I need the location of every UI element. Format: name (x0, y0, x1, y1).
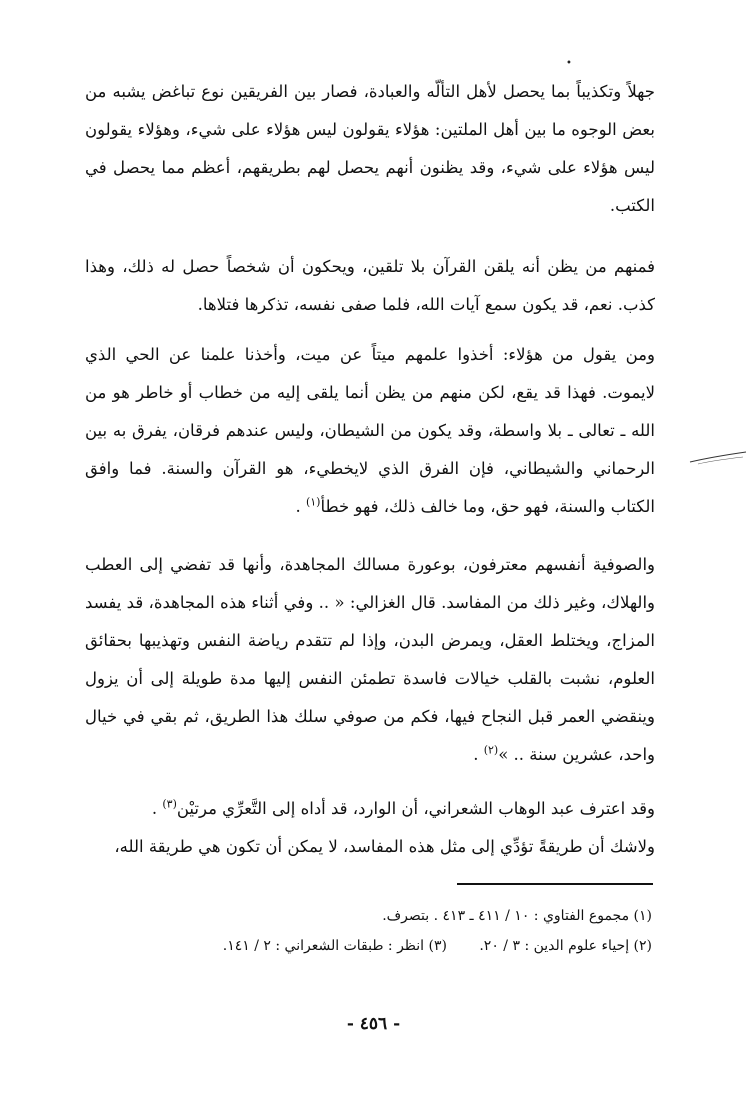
paragraph-2 (85, 248, 655, 324)
paragraph-4-text: والصوفية أنفسهم معترفون، بوعورة مسالك المجاهدة، وأنها قد تفضي إلى العطب والهلاك، وغير ذلك من المفاسد. قال الغزالي: « .. وفي أثناء هذه المجاهدة، قد يفسد المزاج، ويختلط العقل، ويمرض البدن، وإذا لم تتقدم رياضة النفس وتهذيبها بحقائق العلوم، نشبت بالقلب خيالات فاسدة تطمئن النفس إليها مدة طويلة إلى أن يزول وينقضي العمر قبل النجاح فيها، فكم من صوفي سلك هذا الطريق، ثم بقي في خيال واحد، عشرين سنة .. » (85, 555, 655, 764)
paragraph-3-text: ومن يقول من هؤلاء: أخذوا علمهم ميتاً عن ميت، وأخذنا علمنا عن الحي الذي لايموت. فهذا قد يقع، لكن منهم من يظن أنما يلقى إليه من خطاب أو خاطر هو من الله ـ تعالى ـ بلا واسطة، وقد يكون من الشيطان، وليس عندهم فرقان، يفرق به بين الرحماني والشيطاني، فإن الفرق الذي لايخطيء، هو القرآن والسنة. فما وافق الكتاب والسنة، فهو حق، وما خالف ذلك، فهو خطأ (85, 345, 655, 516)
ink-dot-mark: • (566, 58, 572, 69)
paragraph-6-text: ولاشك أن طريقةً تؤدِّي إلى مثل هذه المفاسد، لا يمكن أن تكون هي طريقة الله، (114, 837, 655, 856)
paragraph-1 (85, 73, 655, 225)
page-number: - ٤٥٦ - (346, 1014, 401, 1034)
footnote-ref-1: (١) (305, 495, 321, 509)
paragraph-5: وقد اعترف عبد الوهاب الشعراني، أن الوارد، قد أداه إلى التَّعرِّي مرتيْن$^{(٣)}$ . ولاشك أن طريقةً تؤدِّي إلى مثل هذه المفاسد، لا يمكن أن تكون هي طريقة الله، (114, 797, 655, 856)
margin-pen-stroke (688, 440, 747, 470)
footnote-2: (٢) إحياء علوم الدين : ٣ / ٢٠. (479, 938, 652, 954)
paragraph-5-text: وقد اعترف عبد الوهاب الشعراني، أن الوارد، قد أداه إلى التَّعرِّي مرتيْن (176, 799, 655, 818)
paragraph-3: ومن يقول من هؤلاء: أخذوا علمهم ميتاً عن ميت، وأخذنا علمنا عن الحي الذي لايموت. فهذا قد يقع، لكن منهم من يظن أنما يلقى إليه من خطاب أو خاطر هو من الله ـ تعالى ـ بلا واسطة، وقد يكون من الشيطان، وليس عندهم فرقان، يفرق به بين الرحماني والشيطاني، فإن الفرق الذي لايخطيء، هو القرآن والسنة. فما وافق الكتاب والسنة، فهو حق، وما خالف ذلك، فهو خطأ$^{(١)}$ . (85, 345, 655, 516)
paragraph-1-text: جهلاً وتكذيباً بما يحصل لأهل التألّه والعبادة، فصار بين الفريقين نوع تباغض يشبه من بعض الوجوه ما بين أهل الملتين: هؤلاء يقولون ليس هؤلاء على شيء، وهؤلاء يقولون ليس هؤلاء على شيء، وقد يظنون أنهم يحصل لهم بطريقهم، أعظم مما يحصل في الكتب. (85, 82, 655, 215)
footnote-divider (457, 883, 653, 885)
footnote-3: (٣) انظر : طبقات الشعراني : ٢ / ١٤١. (222, 938, 447, 954)
footnote-ref-2: (٢) (483, 743, 499, 757)
paragraph-2-text: فمنهم من يظن أنه يلقن القرآن بلا تلقين، ويحكون أن شخصاً حصل له ذلك، وهذا كذب. نعم، قد يكون سمع آيات الله، فلما صفى نفسه، تذكرها فتلاها. (85, 257, 655, 314)
paragraph-4: والصوفية أنفسهم معترفون، بوعورة مسالك المجاهدة، وأنها قد تفضي إلى العطب والهلاك، وغير ذلك من المفاسد. قال الغزالي: « .. وفي أثناء هذه المجاهدة، قد يفسد المزاج، ويختلط العقل، ويمرض البدن، وإذا لم تتقدم رياضة النفس وتهذيبها بحقائق العلوم، نشبت بالقلب خيالات فاسدة تطمئن النفس إليها مدة طويلة إلى أن يزول وينقضي العمر قبل النجاح فيها، فكم من صوفي سلك هذا الطريق، ثم بقي في خيال واحد، عشرين سنة .. »$^{(٢)}$ . (85, 555, 655, 764)
footnote-1: (١) مجموع الفتاوي : ١٠ / ٤١١ ـ ٤١٣ . بتصرف. (382, 908, 652, 924)
footnote-ref-3: (٣) (162, 797, 177, 811)
